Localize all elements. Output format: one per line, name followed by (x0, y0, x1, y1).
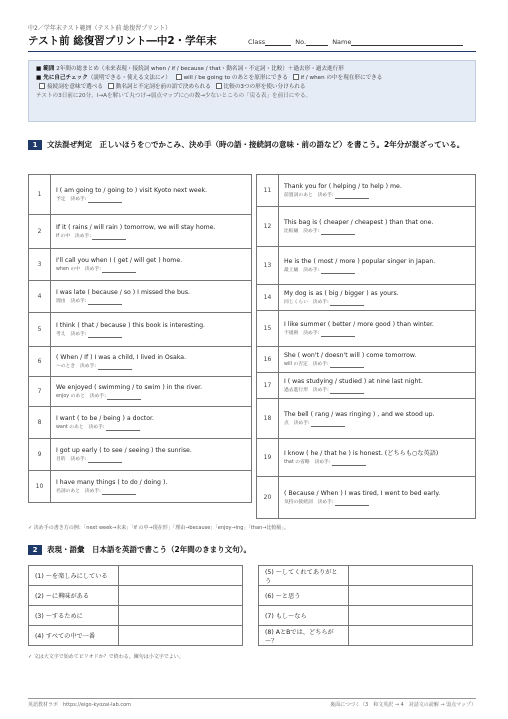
hint-line (284, 330, 470, 337)
question-cell[interactable] (279, 311, 476, 347)
section1-footnote: ✓ 決め手の書き方の例：「next week→未来」「if の中→現在形」「理由→because」「enjoy→ing」「than→比較級」。 (28, 525, 289, 531)
question-number: 12 (257, 207, 279, 247)
answer-blank[interactable] (321, 332, 355, 337)
hint-text: want のあと 決め手: (56, 425, 107, 430)
expression-row (29, 566, 243, 586)
expression-answer-box[interactable] (119, 606, 243, 626)
hint-line (284, 361, 470, 368)
checkbox[interactable] (293, 74, 299, 80)
expression-prompt: (2) ～に興味がある (29, 586, 119, 606)
hint-text: 同じくらい 決め手: (284, 300, 331, 305)
hint-text: 点 決め手: (284, 421, 312, 426)
question-row (257, 285, 476, 311)
check-item: 動名詞と不定詞を前の語で決められる (115, 84, 211, 90)
answer-blank[interactable] (88, 300, 122, 305)
name-field[interactable] (351, 38, 463, 46)
question-row (29, 347, 252, 377)
answer-blank[interactable] (107, 395, 141, 400)
question-cell[interactable] (279, 175, 476, 207)
question-text: This bag is ( cheaper / cheapest ) than that one. (284, 219, 434, 226)
answer-blank[interactable] (311, 422, 345, 427)
answer-blank[interactable] (335, 194, 369, 199)
expression-row (259, 626, 473, 646)
question-cell[interactable] (51, 439, 252, 471)
hint-line (56, 393, 246, 400)
check-row-1 (36, 74, 468, 83)
question-row (29, 439, 252, 471)
hint-text: will の否定 決め手: (284, 362, 331, 367)
question-number: 16 (257, 347, 279, 373)
question-cell[interactable] (279, 247, 476, 285)
class-field[interactable] (265, 38, 291, 46)
question-number: 3 (29, 249, 51, 281)
checkbox[interactable] (216, 83, 222, 89)
question-row (257, 207, 476, 247)
check-item: will / be going to のあとを原形にできる (183, 75, 288, 81)
hint-line (56, 233, 246, 240)
question-cell[interactable] (51, 175, 252, 215)
question-table-left (28, 174, 252, 503)
question-number: 9 (29, 439, 51, 471)
hint-text: 前置詞のあと 決め手: (284, 193, 336, 198)
answer-blank[interactable] (88, 333, 122, 338)
section2-heading-text: 表現・語彙 日本語を英語で書こう（2年間のきまり文句）。 (47, 545, 251, 554)
expression-prompt: (7) もし～なら (259, 606, 349, 626)
question-number: 14 (257, 285, 279, 311)
question-number: 10 (29, 471, 51, 503)
hint-line (284, 228, 470, 235)
answer-blank[interactable] (335, 501, 369, 506)
hint-text: if の中 決め手: (56, 234, 93, 239)
question-number: 7 (29, 377, 51, 407)
expression-row (259, 566, 473, 586)
question-text: She ( won't / doesn't will ) come tomorrow. (284, 352, 417, 359)
question-row (257, 477, 476, 519)
question-row (257, 399, 476, 439)
no-label: No. (295, 38, 307, 46)
hint-text: 比較級 決め手: (284, 229, 321, 234)
hint-line (56, 488, 246, 495)
question-text: I want ( to be / being ) a doctor. (56, 415, 154, 422)
question-cell[interactable] (51, 377, 252, 407)
checkbox[interactable] (39, 83, 45, 89)
student-info-line (248, 38, 463, 46)
question-number: 5 (29, 313, 51, 347)
footer-continue-note: 裏面につづく（3 和文英訳 → 4 対話文の読解 → 弱点マップ） (330, 702, 476, 708)
footer-site: 英語教材ラボ https://eigo-kyozai-lab.com (28, 702, 132, 708)
question-row (29, 407, 252, 439)
expression-prompt: (5) ～してくれてありがとう (259, 566, 349, 586)
question-text: I got up early ( to see / seeing ) the sunrise. (56, 447, 192, 454)
question-text: We enjoyed ( swimming / to swim ) in the river. (56, 384, 203, 391)
hint-text: enjoy のあと 決め手: (56, 394, 108, 399)
question-number: 13 (257, 247, 279, 285)
question-number: 1 (29, 175, 51, 215)
hint-text: 予定 決め手: (56, 197, 88, 202)
question-cell[interactable] (279, 477, 476, 519)
question-number: 15 (257, 311, 279, 347)
question-number: 17 (257, 373, 279, 399)
answer-blank[interactable] (88, 458, 122, 463)
answer-blank[interactable] (332, 461, 366, 466)
expression-answer-box[interactable] (119, 566, 243, 586)
question-text: The bell ( rang / was ringing ) , and we stood up. (284, 411, 435, 418)
top-label: 中2／学年末テスト範囲（テスト前 総復習プリント） (28, 25, 172, 32)
question-number: 20 (257, 477, 279, 519)
check-item: 比較の3つの形を使い分けられる (223, 84, 306, 90)
question-text: ( When / If ) I was a child, I lived in Osaka. (56, 354, 187, 361)
question-cell[interactable] (51, 281, 252, 313)
section2-number: 2 (28, 545, 42, 555)
answer-blank[interactable] (88, 198, 122, 203)
expression-row (29, 586, 243, 606)
checkbox[interactable] (176, 74, 182, 80)
hint-line (284, 267, 470, 274)
question-row (29, 313, 252, 347)
expression-prompt: (6) ～と思う (259, 586, 349, 606)
info-box (28, 60, 476, 122)
hint-text: ～のとき 決め手: (56, 364, 98, 369)
question-text: Thank you for ( helping / to help ) me. (284, 183, 402, 190)
question-row (29, 281, 252, 313)
question-cell[interactable] (51, 215, 252, 249)
question-row (257, 347, 476, 373)
question-row (257, 439, 476, 477)
question-row (257, 247, 476, 285)
hint-line (56, 196, 246, 203)
hint-text: 名詞のあと 決め手: (56, 489, 103, 494)
range-label: ■ 範囲 (36, 66, 55, 72)
answer-blank[interactable] (106, 426, 140, 431)
range-text: 2年間の総まとめ（未来表現・接続詞 when / if / because / that・動名詞・不定詞・比較）＋過去形・過去進行形 (56, 66, 344, 72)
hint-text: 不規則 決め手: (284, 331, 321, 336)
question-cell[interactable] (279, 399, 476, 439)
question-text: If it ( rains / will rain ) tomorrow, we will stay home. (56, 224, 216, 231)
question-number: 18 (257, 399, 279, 439)
question-cell[interactable] (51, 471, 252, 503)
question-text: I think ( that / because ) this book is interesting. (56, 322, 206, 329)
section1-heading (28, 138, 476, 151)
question-cell[interactable] (51, 249, 252, 281)
hint-text: 気持の接続詞 決め手: (284, 500, 336, 505)
question-text: I ( was studying / studied ) at nine last night. (284, 378, 423, 385)
hint-line (56, 266, 246, 273)
question-row (257, 175, 476, 207)
expression-row (259, 586, 473, 606)
question-text: My dog is as ( big / bigger ) as yours. (284, 290, 399, 297)
expression-answer-box[interactable] (119, 626, 243, 646)
section2-heading (28, 543, 251, 556)
question-number: 19 (257, 439, 279, 477)
hint-line (284, 299, 470, 306)
answer-blank[interactable] (98, 365, 132, 370)
question-cell[interactable] (51, 347, 252, 377)
expression-prompt: (1) ～を楽しみにしている (29, 566, 119, 586)
question-cell[interactable] (279, 347, 476, 373)
check-row-2 (36, 83, 468, 92)
hint-text: 考え 決め手: (56, 332, 88, 337)
expression-prompt: (3) ～するために (29, 606, 119, 626)
answer-blank[interactable] (321, 230, 355, 235)
expression-answer-box[interactable] (349, 626, 473, 646)
expression-row (29, 606, 243, 626)
question-text: ( Because / When ) I was tired, I went to bed early. (284, 490, 441, 497)
expression-answer-box[interactable] (349, 606, 473, 626)
section1-heading-text: 文法混ぜ判定 正しいほうを○でかこみ、決め手（時の語・接続詞の意味・前の語など）を書こう。2年分が混ざっている。 (47, 140, 465, 149)
hint-line (284, 420, 470, 427)
class-label: Class (248, 38, 266, 46)
hint-line (56, 363, 246, 370)
question-text: I have many things ( to do / doing ). (56, 479, 168, 486)
expression-row (259, 606, 473, 626)
question-number: 2 (29, 215, 51, 249)
question-table-right (256, 174, 476, 519)
answer-blank[interactable] (321, 269, 355, 274)
footer-divider (28, 698, 476, 699)
answer-blank[interactable] (92, 235, 126, 240)
check-item: if / when の中を現在形にできる (300, 75, 383, 81)
hint-text: 過去進行形 決め手: (284, 388, 331, 393)
range-row (36, 65, 468, 74)
info-note: テストの3日前に20分。I→Aを解いて丸つけ→弱点マップに○の数→少ないところの「戻る表」を前日にやる。 (36, 93, 312, 99)
question-text: I ( am going to / going to ) visit Kyoto next week. (56, 187, 208, 194)
section1-number: 1 (28, 140, 42, 150)
hint-text: that の省略 決め手: (284, 460, 332, 465)
question-row (29, 471, 252, 503)
expression-table-left (28, 565, 243, 646)
question-row (29, 249, 252, 281)
question-cell[interactable] (279, 373, 476, 399)
question-cell[interactable] (51, 407, 252, 439)
question-text: I like summer ( better / more good ) than winter. (284, 321, 434, 328)
hint-line (56, 298, 246, 305)
question-number: 4 (29, 281, 51, 313)
check-note: （説明できる・使える文法に✓） (87, 75, 171, 81)
answer-blank[interactable] (330, 301, 364, 306)
question-row (29, 215, 252, 249)
question-text: I know ( he / that he ) is honest. (どちらも○な英語) (284, 450, 439, 457)
question-cell[interactable] (51, 313, 252, 347)
expression-answer-box[interactable] (349, 586, 473, 606)
hint-line (284, 499, 470, 506)
question-cell[interactable] (279, 285, 476, 311)
expression-table-right (258, 565, 473, 646)
hint-line (56, 456, 246, 463)
answer-blank[interactable] (330, 389, 364, 394)
question-row (29, 377, 252, 407)
question-text: He is the ( most / more ) popular singer in Japan. (284, 258, 436, 265)
question-row (257, 373, 476, 399)
expression-answer-box[interactable] (119, 586, 243, 606)
answer-blank[interactable] (102, 268, 136, 273)
question-number: 11 (257, 175, 279, 207)
expression-prompt: (4) すべての中で一番 (29, 626, 119, 646)
hint-line (284, 192, 470, 199)
question-text: I was late ( because / so ) I missed the bus. (56, 289, 191, 296)
hint-text: 最上級 決め手: (284, 268, 321, 273)
hint-line (56, 424, 246, 431)
question-cell[interactable] (279, 439, 476, 477)
question-row (29, 175, 252, 215)
answer-blank[interactable] (102, 490, 136, 495)
title-divider (28, 51, 476, 52)
hint-text: 目的 決め手: (56, 457, 88, 462)
name-label: Name (332, 38, 352, 46)
hint-line (56, 331, 246, 338)
page-title: テスト前 総復習プリント―中2・学年末 (28, 35, 217, 47)
hint-line (284, 459, 470, 466)
hint-line (284, 387, 470, 394)
checkbox[interactable] (108, 83, 114, 89)
expression-answer-box[interactable] (349, 566, 473, 586)
number-field[interactable] (306, 38, 328, 46)
hint-text: 理由 決め手: (56, 299, 88, 304)
question-row (257, 311, 476, 347)
question-number: 6 (29, 347, 51, 377)
check-item: 接続詞を意味で選べる (47, 84, 103, 90)
section2-footnote: ✓ 文は大文字で始めてピリオドか？で終わる。練句は小文字でよい。 (28, 654, 184, 660)
question-number: 8 (29, 407, 51, 439)
answer-blank[interactable] (330, 363, 364, 368)
expression-prompt: (8) AとBでは、どちらが～？ (259, 626, 349, 646)
question-text: I'll call you when I ( get / will get ) home. (56, 257, 183, 264)
check-label: ■ 先に自己チェック (36, 75, 88, 81)
expression-row (29, 626, 243, 646)
hint-text: when の中 決め手: (56, 267, 103, 272)
question-cell[interactable] (279, 207, 476, 247)
